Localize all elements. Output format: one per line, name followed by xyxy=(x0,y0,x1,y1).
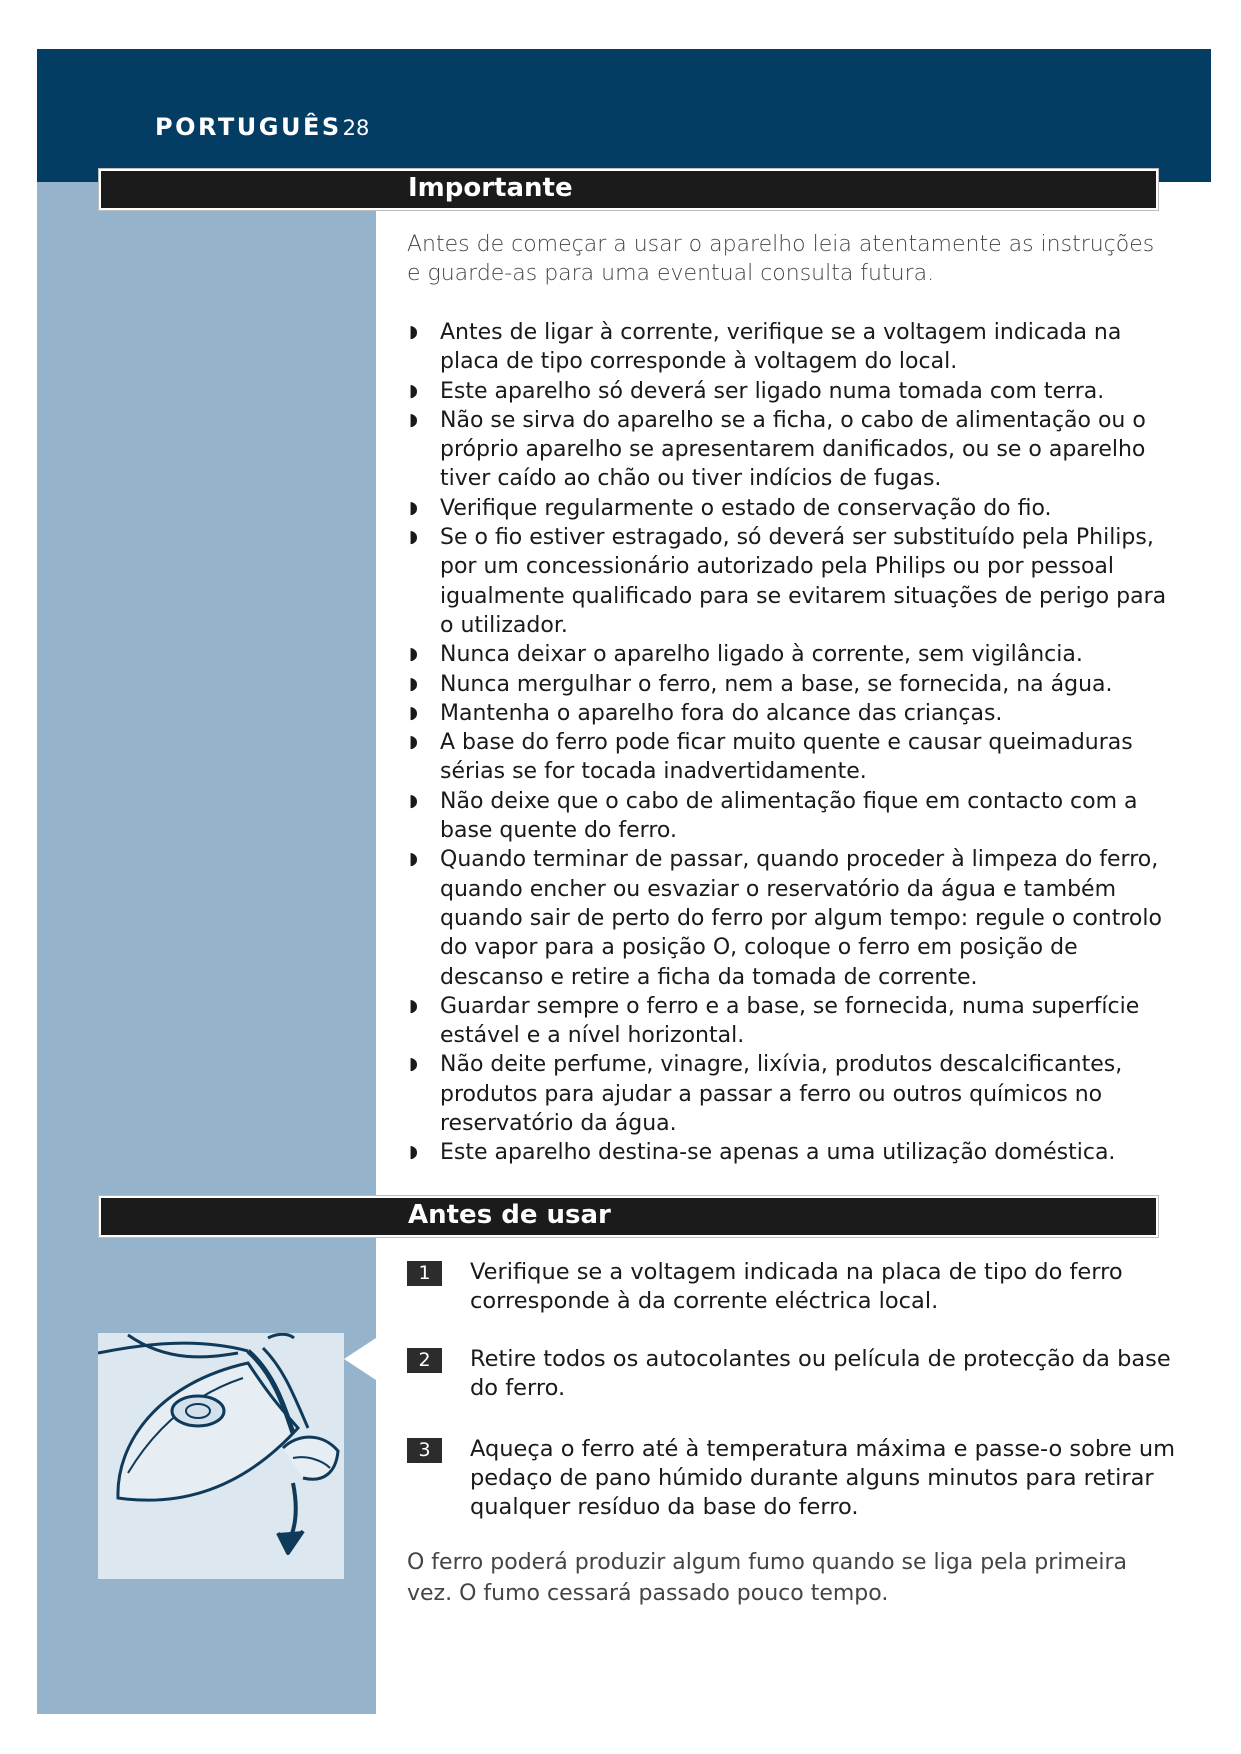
first-use-note: O ferro poderá produzir algum fumo quando se liga pela primeira vez. O fumo cessará passado pouco tempo. xyxy=(407,1550,1128,1606)
step-item xyxy=(407,1258,1177,1316)
section-title-importante: Importante xyxy=(408,173,573,203)
list-item xyxy=(407,670,1182,699)
bullet-arrow-icon: ◗ xyxy=(409,527,418,548)
bullet-arrow-icon: ◗ xyxy=(409,995,418,1016)
step-text: Verifique se a voltagem indicada na placa de tipo do ferro corresponde à da corrente eléctrica local. xyxy=(470,1259,1123,1314)
bullet-arrow-icon: ◗ xyxy=(409,732,418,753)
list-item xyxy=(407,728,1182,787)
list-item xyxy=(407,845,1182,991)
step-item xyxy=(407,1435,1177,1522)
bullet-arrow-icon: ◗ xyxy=(409,1142,418,1163)
iron-soleplate-sticker-removal-icon xyxy=(98,1333,344,1579)
safety-warnings-list xyxy=(407,318,1182,1168)
bullet-arrow-icon: ◗ xyxy=(409,702,418,723)
list-item-text: Guardar sempre o ferro e a base, se fornecida, numa superfície estável e a nível horizontal. xyxy=(440,993,1140,1049)
illustration-pointer-arrow xyxy=(344,1338,376,1380)
list-item xyxy=(407,992,1182,1051)
list-item xyxy=(407,406,1182,494)
step-number: 2 xyxy=(407,1348,442,1373)
list-item xyxy=(407,1050,1182,1138)
list-item-text: Quando terminar de passar, quando proceder à limpeza do ferro, quando encher ou esvaziar o reservatório da água e também quando sair de perto do ferro por algum tempo: regule o controlo do vapor para a posição O, coloque o ferro em posição de descanso e retire a ficha da tomada de corrente. xyxy=(440,847,1162,990)
intro-paragraph: Antes de começar a usar o aparelho leia atentamente as instruções e guarde-as para uma eventual consulta futura. xyxy=(407,232,1155,286)
section-title-antes-de-usar: Antes de usar xyxy=(408,1200,611,1230)
list-item-text: Mantenha o aparelho fora do alcance das crianças. xyxy=(440,700,1003,726)
step-item xyxy=(407,1345,1177,1403)
list-item-text: Se o fio estiver estragado, só deverá ser substituído pela Philips, por um concessionário autorizado pela Philips ou por pessoal igualmente qualificado para se evitarem situações de perigo para o utilizador. xyxy=(440,525,1167,638)
list-item-text: Não se sirva do aparelho se a ficha, o cabo de alimentação ou o próprio aparelho se apresentarem danificados, ou se o aparelho tiver caído ao chão ou tiver indícios de fugas. xyxy=(440,407,1146,492)
list-item xyxy=(407,699,1182,728)
language-header xyxy=(155,113,369,141)
bullet-arrow-icon: ◗ xyxy=(409,497,418,518)
bullet-arrow-icon: ◗ xyxy=(409,409,418,430)
language-label: PORTUGUÊS xyxy=(155,113,342,141)
list-item-text: Não deixe que o cabo de alimentação fique em contacto com a base quente do ferro. xyxy=(440,788,1138,844)
bullet-arrow-icon: ◗ xyxy=(409,380,418,401)
list-item-text: A base do ferro pode ficar muito quente e causar queimaduras sérias se for tocada inadvertidamente. xyxy=(440,730,1133,785)
list-item-text: Nunca mergulhar o ferro, nem a base, se fornecida, na água. xyxy=(440,671,1113,697)
bullet-arrow-icon: ◗ xyxy=(409,849,418,870)
list-item-text: Antes de ligar à corrente, verifique se a voltagem indicada na placa de tipo corresponde à voltagem do local. xyxy=(440,320,1122,375)
section-title-bar-antes-de-usar xyxy=(99,1196,1158,1237)
step-number: 1 xyxy=(407,1261,442,1286)
list-item xyxy=(407,494,1182,523)
list-item xyxy=(407,318,1182,377)
list-item xyxy=(407,640,1182,669)
step-number: 3 xyxy=(407,1438,442,1463)
step-text: Aqueça o ferro até à temperatura máxima e passe-o sobre um pedaço de pano húmido durante alguns minutos para retirar qualquer resíduo da base do ferro. xyxy=(470,1436,1176,1520)
bullet-arrow-icon: ◗ xyxy=(409,644,418,665)
step-text: Retire todos os autocolantes ou película de protecção da base do ferro. xyxy=(470,1346,1171,1401)
bullet-arrow-icon: ◗ xyxy=(409,790,418,811)
section-title-bar-importante xyxy=(99,169,1158,210)
list-item xyxy=(407,523,1182,640)
list-item-text: Verifique regularmente o estado de conservação do fio. xyxy=(440,495,1052,521)
list-item-text: Não deite perfume, vinagre, lixívia, produtos descalcificantes, produtos para ajudar a passar a ferro ou outros químicos no reservatório da água. xyxy=(440,1052,1123,1137)
list-item-text: Este aparelho só deverá ser ligado numa tomada com terra. xyxy=(440,378,1105,404)
bullet-arrow-icon: ◗ xyxy=(409,322,418,342)
list-item-text: Este aparelho destina-se apenas a uma utilização doméstica. xyxy=(440,1140,1116,1166)
list-item xyxy=(407,787,1182,846)
list-item-text: Nunca deixar o aparelho ligado à corrente, sem vigilância. xyxy=(440,642,1083,668)
list-item xyxy=(407,377,1182,406)
list-item xyxy=(407,1138,1182,1167)
iron-illustration-icon xyxy=(98,1333,344,1579)
page-number: 28 xyxy=(342,116,370,140)
bullet-arrow-icon: ◗ xyxy=(409,1054,418,1075)
bullet-arrow-icon: ◗ xyxy=(409,673,418,694)
